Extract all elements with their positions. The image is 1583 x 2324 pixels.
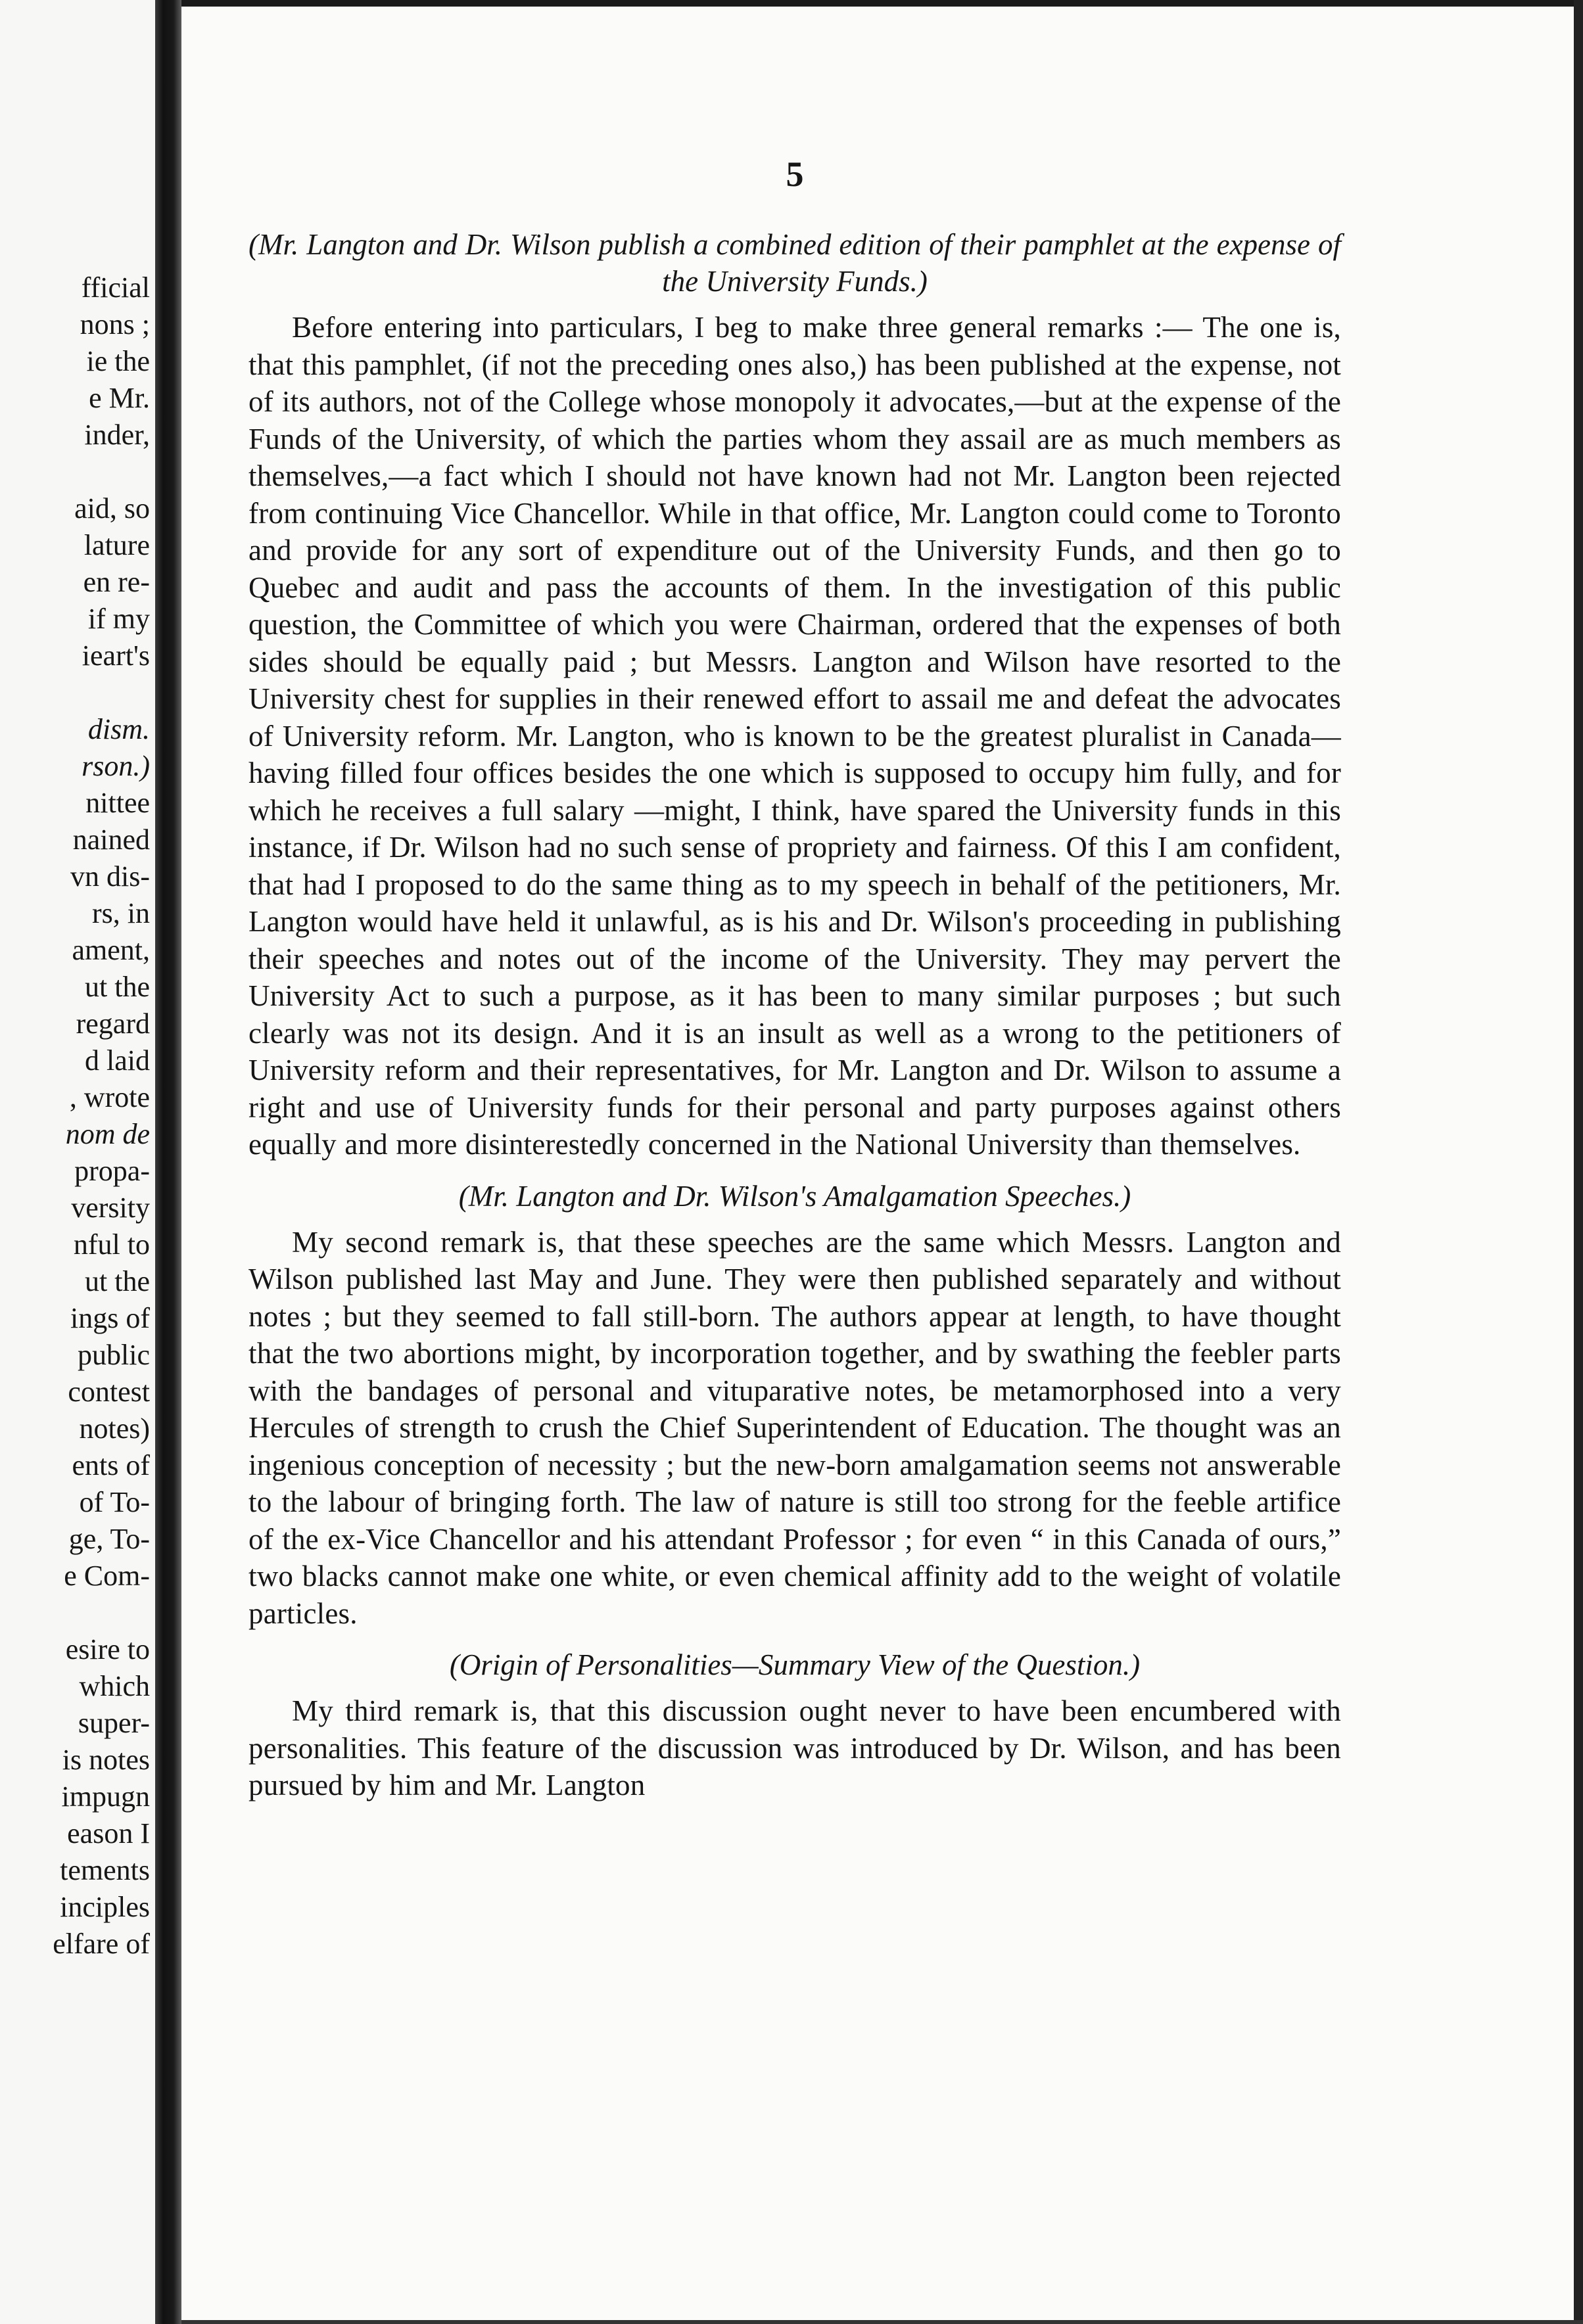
bottom-edge [181, 2320, 1583, 2324]
left-fragment-line: ut the [85, 971, 150, 1003]
left-fragment-line: impugn [61, 1780, 150, 1813]
left-fragment-line: inder, [84, 419, 150, 451]
left-fragment-line: super- [78, 1707, 150, 1739]
left-fragment-line: ge, To- [68, 1523, 150, 1555]
left-fragment-line: vn dis- [70, 860, 150, 893]
section-paragraph-1: Before entering into particulars, I beg to make three general remarks :— The one is, that this pamphlet, (if not the preceding ones also,) has been published at the expense, not of its authors, not of the College whose monopoly it advocates,—but at the expense of the Funds of the University, of which the parties whom they assail are as much members as themselves,—a fact which I should not have known had not Mr. Langton been rejected from continuing Vice Chancellor. While in that office, Mr. Langton could come to Toronto and provide for any sort of expenditure out of the University Funds, and then go to Quebec and audit and pass the accounts of them. In the investigation of this public question, the Committee of which you were Chairman, ordered that the expenses of both sides should be equally paid ; but Messrs. Langton and Wilson have resorted to the University chest for supplies in their renewed effort to assail me and defeat the advocates of University reform. Mr. Langton, who is known to be the greatest pluralist in Canada—having filled four offices besides the one which is supposed to occupy him fully, and for which he receives a full salary —might, I think, have spared the University funds in this instance, if Dr. Wilson had no such sense of propriety and fairness. Of this I am confident, that had I proposed to do the same thing as to my speech in behalf of the petitioners, Mr. Langton would have held it unlawful, as is his and Dr. Wilson's proceeding in publishing their speeches and notes out of the income of the University. They may pervert the University Act to such a purpose, as it has been to many similar purposes ; but such clearly was not its design. And it is an insult as well as a wrong to the petitioners of University reform and their representatives, for Mr. Langton and Dr. Wilson to assume a right and use of University funds for their personal and party purposes against others equally and more disinterestedly concerned in the National University than themselves. [248, 311, 1341, 1161]
left-fragment-line: ieart's [82, 639, 150, 672]
left-fragment-line: elfare of [53, 1928, 150, 1960]
top-edge [181, 0, 1583, 7]
left-fragment-line: if my [87, 603, 150, 635]
left-fragment-line: nful to [73, 1228, 150, 1261]
left-page-fragment [0, 0, 155, 2324]
section-heading-1: (Mr. Langton and Dr. Wilson publish a combined edition of their pamphlet at the expense of the University Funds.) [248, 228, 1341, 298]
page-body [248, 145, 1341, 1819]
left-fragment-line: public [78, 1339, 150, 1371]
right-edge [1574, 0, 1583, 2324]
page-number: 5 [786, 154, 804, 194]
left-fragment-line: e Mr. [89, 382, 150, 414]
section-paragraph-2: My second remark is, that these speeches are the same which Messrs. Langton and Wilson published last May and June. They were then published separately and without notes ; but they seemed to fall still-born. The authors appear at length, to have thought that the two abortions might, by incorporation together, and by swathing the feebler parts with the bandages of personal and vituparative notes, be metamorphosed into a very Hercules of strength to crush the Chief Superintendent of Education. The thought was an ingenious conception of necessity ; but the new-born amalgamation seems not answerable to the labour of bringing forth. The law of nature is still too strong for the feeble artifice of the ex-Vice Chancellor and his attendant Professor ; for even “ in this Canada of ours,” two blacks cannot make one white, or even chemical affinity add to the weight of volatile particles. [248, 1225, 1341, 1630]
section-heading-2: (Mr. Langton and Dr. Wilson's Amalgamation Speeches.) [458, 1179, 1131, 1213]
left-fragment-line: contest [68, 1376, 150, 1408]
left-fragment-line: of To- [79, 1486, 150, 1518]
left-fragment-line: is notes [62, 1744, 150, 1776]
left-fragment-line: rson.) [82, 750, 150, 782]
left-fragment-line [0, 453, 155, 490]
left-fragment-line: ings of [70, 1302, 150, 1334]
left-fragment-line [0, 1594, 155, 1631]
left-fragment-line: , wrote [69, 1081, 150, 1113]
left-fragment-line: inciples [60, 1891, 150, 1923]
left-fragment-line: nom de [65, 1118, 150, 1150]
left-fragment-line: fficial [81, 271, 150, 304]
section-paragraph-3: My third remark is, that this discussion ought never to have been encumbered with personalities. This feature of the discussion was introduced by Dr. Wilson, and has been pursued by him and Mr. Langton [248, 1694, 1341, 1801]
left-fragment-line: aid, so [74, 492, 150, 524]
left-fragment-line: propa- [74, 1155, 150, 1187]
book-gutter [155, 0, 181, 2324]
left-fragment-line: ut the [85, 1265, 150, 1297]
left-fragment-line: ents of [72, 1449, 150, 1481]
left-fragment-line: d laid [85, 1044, 150, 1077]
left-fragment-line: regard [76, 1008, 150, 1040]
left-fragment-line: nained [72, 824, 150, 856]
left-fragment-line: nons ; [80, 308, 150, 340]
left-fragment-line: eason I [67, 1817, 150, 1849]
left-fragment-line: ament, [72, 934, 150, 966]
left-fragment-line: notes) [79, 1412, 150, 1445]
left-fragment-line: nittee [85, 787, 150, 819]
left-fragment-line: ie the [86, 345, 150, 377]
left-fragment-line: which [79, 1670, 150, 1702]
left-page-text [0, 269, 155, 1963]
left-fragment-line [0, 674, 155, 711]
left-fragment-line: esire to [65, 1633, 150, 1665]
left-fragment-line: e Com- [64, 1560, 150, 1592]
left-fragment-line: en re- [83, 566, 150, 598]
section-heading-3: (Origin of Personalities—Summary View of the Question.) [449, 1648, 1141, 1681]
left-fragment-line: versity [71, 1192, 150, 1224]
left-fragment-line: dism. [87, 713, 150, 745]
left-fragment-line: rs, in [92, 897, 150, 929]
left-fragment-line: tements [60, 1854, 150, 1886]
left-fragment-line: lature [83, 529, 150, 561]
